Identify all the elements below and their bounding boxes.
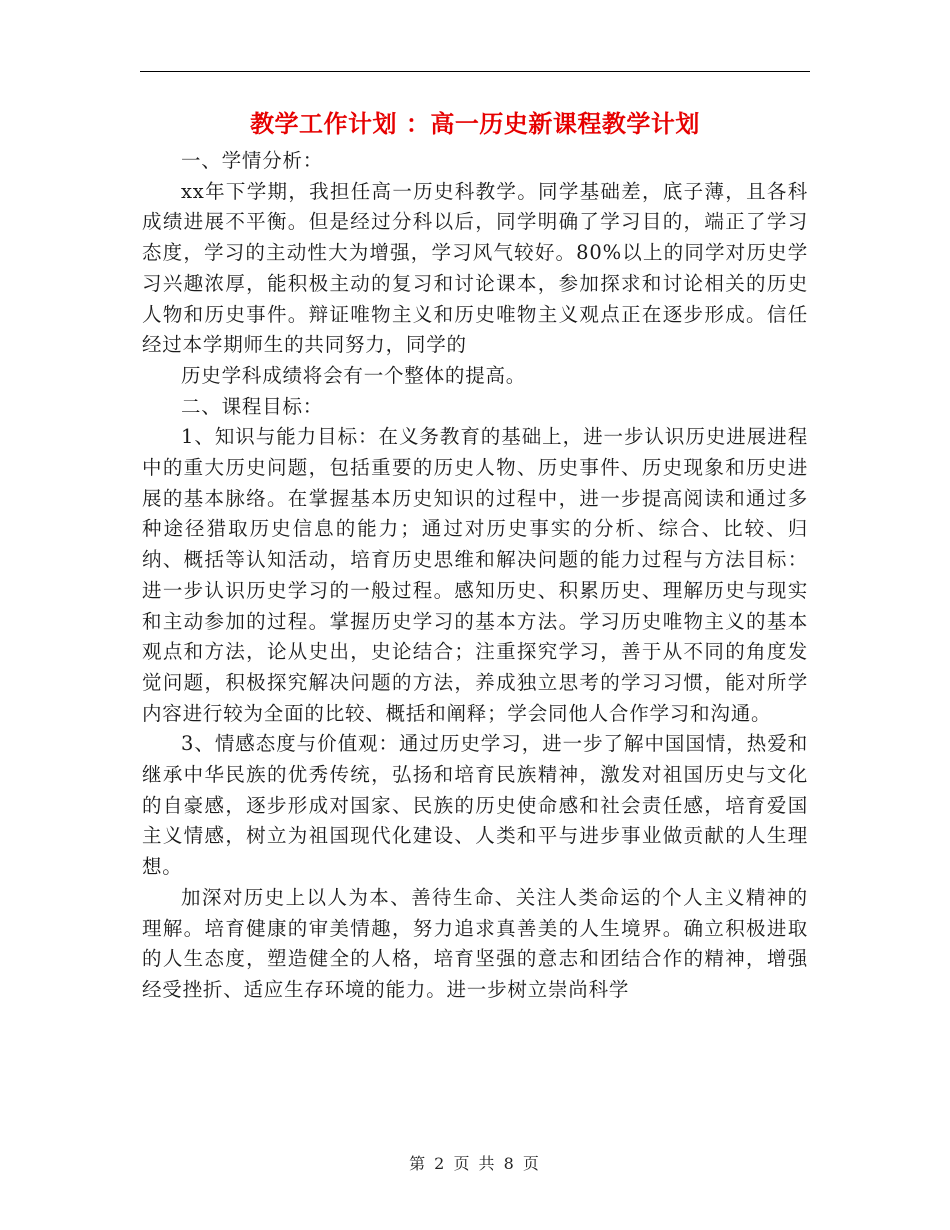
body-paragraph: 历史学科成绩将会有一个整体的提高。 xyxy=(181,363,527,387)
page-number-footer: 第 2 页 共 8 页 xyxy=(409,1154,541,1173)
section-heading-learning-analysis: 一、学情分析： xyxy=(181,149,324,172)
section-heading-course-goals: 二、课程目标： xyxy=(181,394,324,418)
body-paragraph: 加深对历史上以人为本、善待生命、关注人类命运的个人主义精神的理解。培育健康的审美情趣，努力追求真善美的人生境界。确立积极进取的人生态度，塑造健全的人格，培育坚强的意志和团结合作的精神，增强经受挫折、适应生存环境的能力。进一步树立崇尚科学 xyxy=(142,885,808,1001)
body-paragraph: xx年下学期，我担任高一历史科教学。同学基础差，底子薄，且各科成绩进展不平衡。但是经过分科以后，同学明确了学习目的，端正了学习态度，学习的主动性大为增强，学习风气较好。80%以上的同学对历史学习兴趣浓厚，能积极主动的复习和讨论课本，参加探求和讨论相关的历史人物和历史事件。辩证唯物主义和历史唯物主义观点正在逐步形成。信任经过本学期师生的共同努力，同学的 xyxy=(142,179,808,357)
body-paragraph: 1、知识与能力目标：在义务教育的基础上，进一步认识历史进展进程中的重大历史问题，包括重要的历史人物、历史事件、历史现象和历史进展的基本脉络。在掌握基本历史知识的过程中，进一步提高阅读和通过多种途径猎取历史信息的能力；通过对历史事实的分析、综合、比较、归纳、概括等认知活动，培育历史思维和解决问题的能力过程与方法目标：进一步认识历史学习的一般过程。感知历史、积累历史、理解历史与现实和主动参加的过程。掌握历史学习的基本方法。学习历史唯物主义的基本观点和方法，论从史出，史论结合；注重探究学习，善于从不同的角度发觉问题，积极探究解决问题的方法，养成独立思考的学习习惯，能对所学内容进行较为全面的比较、概括和阐释；学会同他人合作学习和沟通。 xyxy=(142,425,808,725)
document-title: 教学工作计划 ：高一历史新课程教学计划 xyxy=(250,109,700,138)
header-rule xyxy=(140,71,810,72)
body-paragraph: 3、情感态度与价值观：通过历史学习，进一步了解中国国情，热爱和继承中华民族的优秀传统，弘扬和培育民族精神，激发对祖国历史与文化的自豪感，逐步形成对国家、民族的历史使命感和社会责任感，培育爱国主义情感，树立为祖国现代化建设、人类和平与进步事业做贡献的人生理想。 xyxy=(142,732,808,879)
document-body xyxy=(142,146,808,1006)
